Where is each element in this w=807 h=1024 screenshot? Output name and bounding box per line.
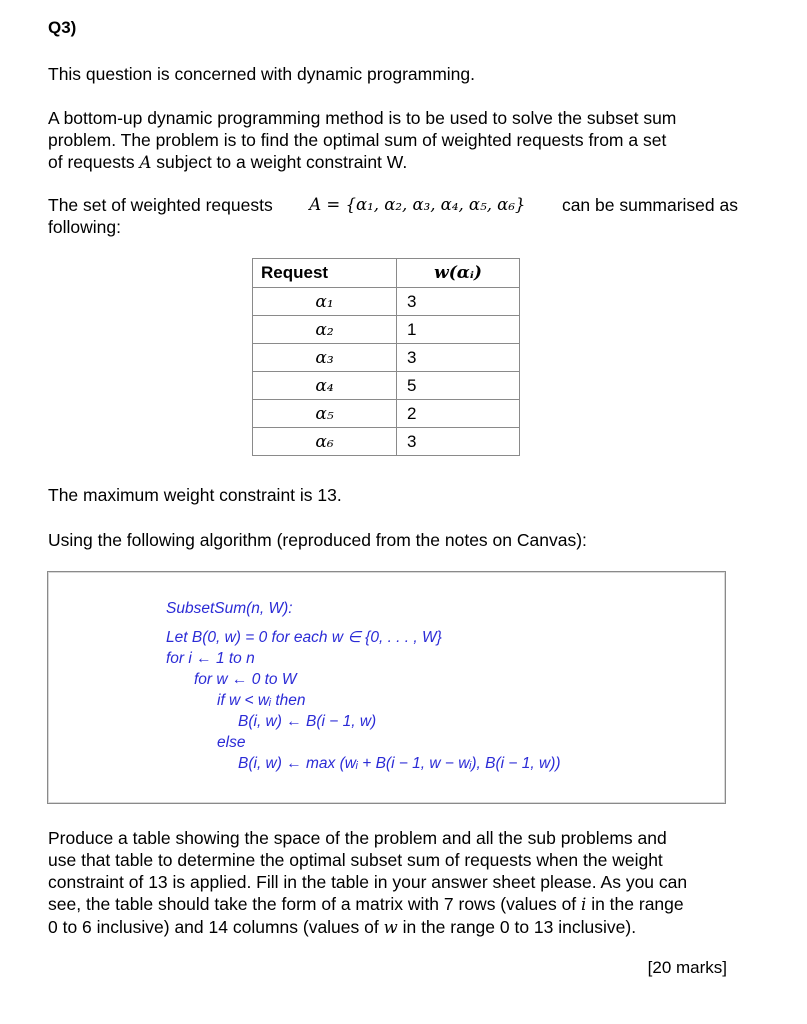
algo-line-8: B(i, w) ← max (wᵢ + B(i − 1, w − wᵢ), B(i − 1, w)) — [238, 755, 561, 772]
task-line-1: Produce a table showing the space of the problem and all the sub problems and — [48, 828, 667, 848]
task-line-4: see, the table should take the form of a matrix with 7 rows (values of i in the range — [48, 894, 684, 914]
algo-line-4: for w ← 0 to W — [194, 671, 297, 688]
problem-line-2: problem. The problem is to find the optimal sum of weighted requests from a set — [48, 130, 667, 150]
weight-cell: 3 — [397, 288, 520, 316]
set-variable-a: A — [139, 153, 152, 172]
intro-text: This question is concerned with dynamic programming. — [48, 64, 475, 84]
question-number: Q3) — [48, 18, 77, 37]
header-weight: w(αᵢ) — [397, 259, 520, 288]
algo-line-7: else — [217, 734, 246, 751]
task-line-2: use that table to determine the optimal subset sum of requests when the weight — [48, 850, 663, 870]
task-line-5: 0 to 6 inclusive) and 14 columns (values of w in the range 0 to 13 inclusive). — [48, 917, 637, 937]
request-cell: α₄ — [253, 372, 397, 400]
table-row — [253, 372, 520, 400]
weight-cell: 3 — [397, 344, 520, 372]
max-weight-text: The maximum weight constraint is 13. — [48, 485, 342, 505]
algorithm-box — [47, 571, 726, 804]
problem-line-3: of requests A subject to a weight constraint W. — [48, 152, 408, 172]
algo-line-3: for i ← 1 to n — [166, 650, 255, 667]
table-row — [253, 400, 520, 428]
weight-cell: 1 — [397, 316, 520, 344]
weight-cell: 3 — [397, 428, 520, 456]
algo-line-1: SubsetSum(n, W): — [166, 600, 293, 617]
request-cell: α₅ — [253, 400, 397, 428]
set-line-2: following: — [48, 217, 121, 237]
request-cell: α₂ — [253, 316, 397, 344]
set-paragraph — [48, 194, 738, 238]
marks-label: [20 marks] — [647, 958, 727, 977]
requests-table — [252, 258, 520, 456]
weight-cell: 5 — [397, 372, 520, 400]
task-line-3: constraint of 13 is applied. Fill in the table in your answer sheet please. As you can — [48, 872, 688, 892]
variable-i: i — [581, 895, 587, 914]
algorithm-intro-text: Using the following algorithm (reproduced from the notes on Canvas): — [48, 530, 587, 550]
algo-line-2: Let B(0, w) = 0 for each w ∈ {0, . . . , W} — [166, 629, 442, 646]
table-row — [253, 316, 520, 344]
table-row — [253, 428, 520, 456]
set-definition: A = {α₁, α₂, α₃, α₄, α₅, α₆} — [309, 195, 526, 214]
problem-line-1: A bottom-up dynamic programming method is to be used to solve the subset sum — [48, 108, 677, 128]
table-row — [253, 344, 520, 372]
problem-paragraph — [48, 107, 738, 174]
set-line-1: The set of weighted requests A = {α₁, α₂, α₃, α₄, α₅, α₆} can be summarised as — [48, 195, 738, 215]
task-paragraph — [48, 827, 738, 939]
table-header-row — [253, 259, 520, 288]
header-request: Request — [253, 259, 397, 288]
variable-w: w — [383, 918, 398, 937]
algo-line-5: if w < wᵢ then — [217, 692, 306, 709]
table-row — [253, 288, 520, 316]
algo-line-6: B(i, w) ← B(i − 1, w) — [238, 713, 377, 730]
weight-cell: 2 — [397, 400, 520, 428]
request-cell: α₆ — [253, 428, 397, 456]
request-cell: α₃ — [253, 344, 397, 372]
request-cell: α₁ — [253, 288, 397, 316]
